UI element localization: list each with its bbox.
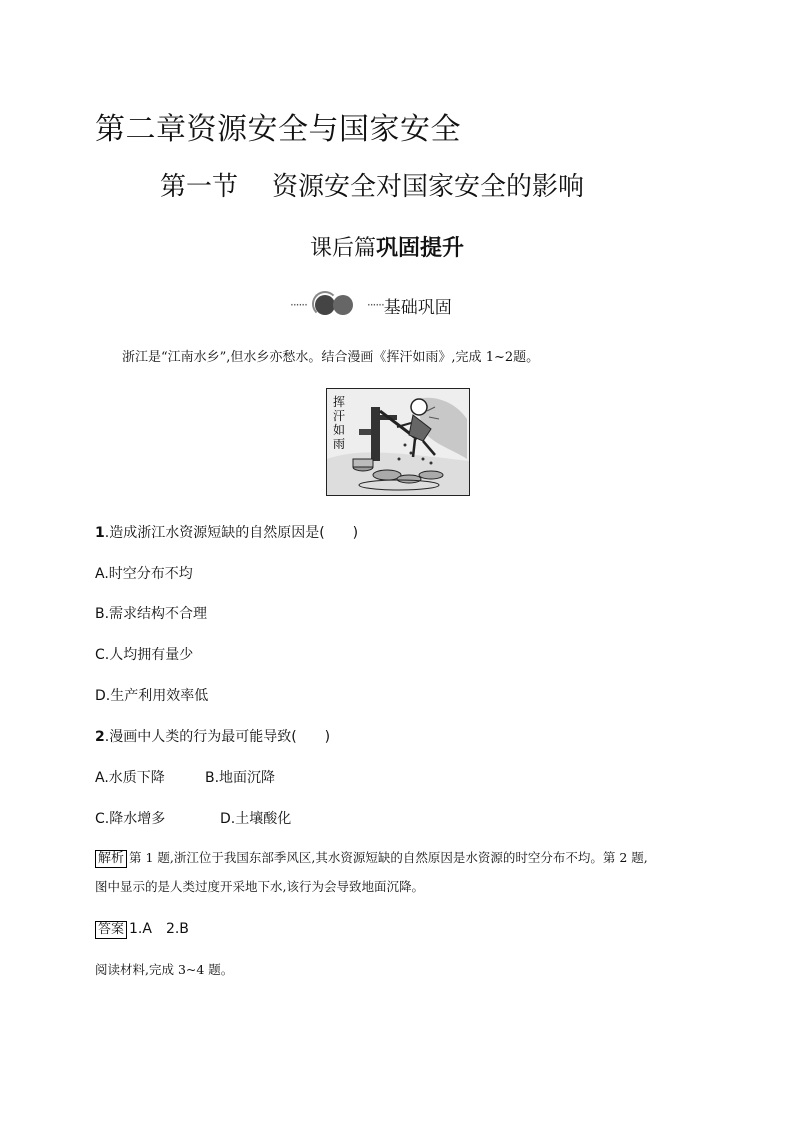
q1-option-a: A.时空分布不均 — [95, 566, 193, 582]
q1-option-b: B.需求结构不合理 — [95, 606, 208, 622]
intro-text: 浙江是“江南水乡”,但水乡亦愁水。结合漫画《挥汗如雨》,完成 1~2题。 — [122, 350, 540, 365]
basic-section-header — [290, 292, 452, 318]
answer-text: 1.A 2.B — [129, 921, 189, 937]
question-text: .造成浙江水资源短缺的自然原因是( ) — [104, 525, 359, 541]
q2-option-d: D.土壤酸化 — [220, 811, 292, 827]
comic-drawing — [327, 389, 469, 495]
question-text: .漫画中人类的行为最可能导致( ) — [104, 729, 331, 745]
question-2 — [95, 726, 330, 746]
q2-option-b: B.地面沉降 — [205, 770, 276, 786]
chapter-title: 第二章资源安全与国家安全 — [95, 112, 461, 147]
section-title — [160, 166, 584, 203]
analysis-line-1 — [95, 848, 648, 868]
answer-line — [95, 918, 189, 939]
q2-option-c: C.降水增多 — [95, 811, 166, 827]
q2-option-a: A.水质下降 — [95, 770, 165, 786]
analysis-text-2: 图中显示的是人类过度开采地下水,该行为会导致地面沉降。 — [95, 879, 424, 894]
section-name: 资源安全对国家安全的影响 — [272, 172, 585, 202]
comic-caption: 挥汗如雨 — [333, 395, 346, 451]
question-number: 1 — [95, 525, 105, 541]
dots-left: ······ — [290, 298, 307, 312]
analysis-tag: 解析 — [95, 850, 127, 868]
q1-option-c: C.人均拥有量少 — [95, 647, 194, 663]
question-1 — [95, 522, 358, 542]
answer-tag: 答案 — [95, 921, 127, 939]
page-subtitle — [310, 231, 464, 262]
comic-image — [326, 388, 470, 496]
question-number: 2 — [95, 729, 105, 745]
next-intro-text: 阅读材料,完成 3~4 题。 — [95, 962, 234, 977]
section-number: 第一节 — [160, 172, 239, 202]
analysis-text-1: 第 1 题,浙江位于我国东部季风区,其水资源短缺的自然原因是水资源的时空分布不均。第 2 题, — [129, 850, 648, 865]
subtitle-bold: 巩固提升 — [376, 236, 465, 261]
subtitle-normal: 课后篇 — [310, 236, 377, 261]
circles-icon — [313, 293, 357, 317]
q1-option-d: D.生产利用效率低 — [95, 688, 209, 704]
basic-section-label: 基础巩固 — [383, 297, 452, 318]
dots-right: ······ — [366, 298, 384, 312]
